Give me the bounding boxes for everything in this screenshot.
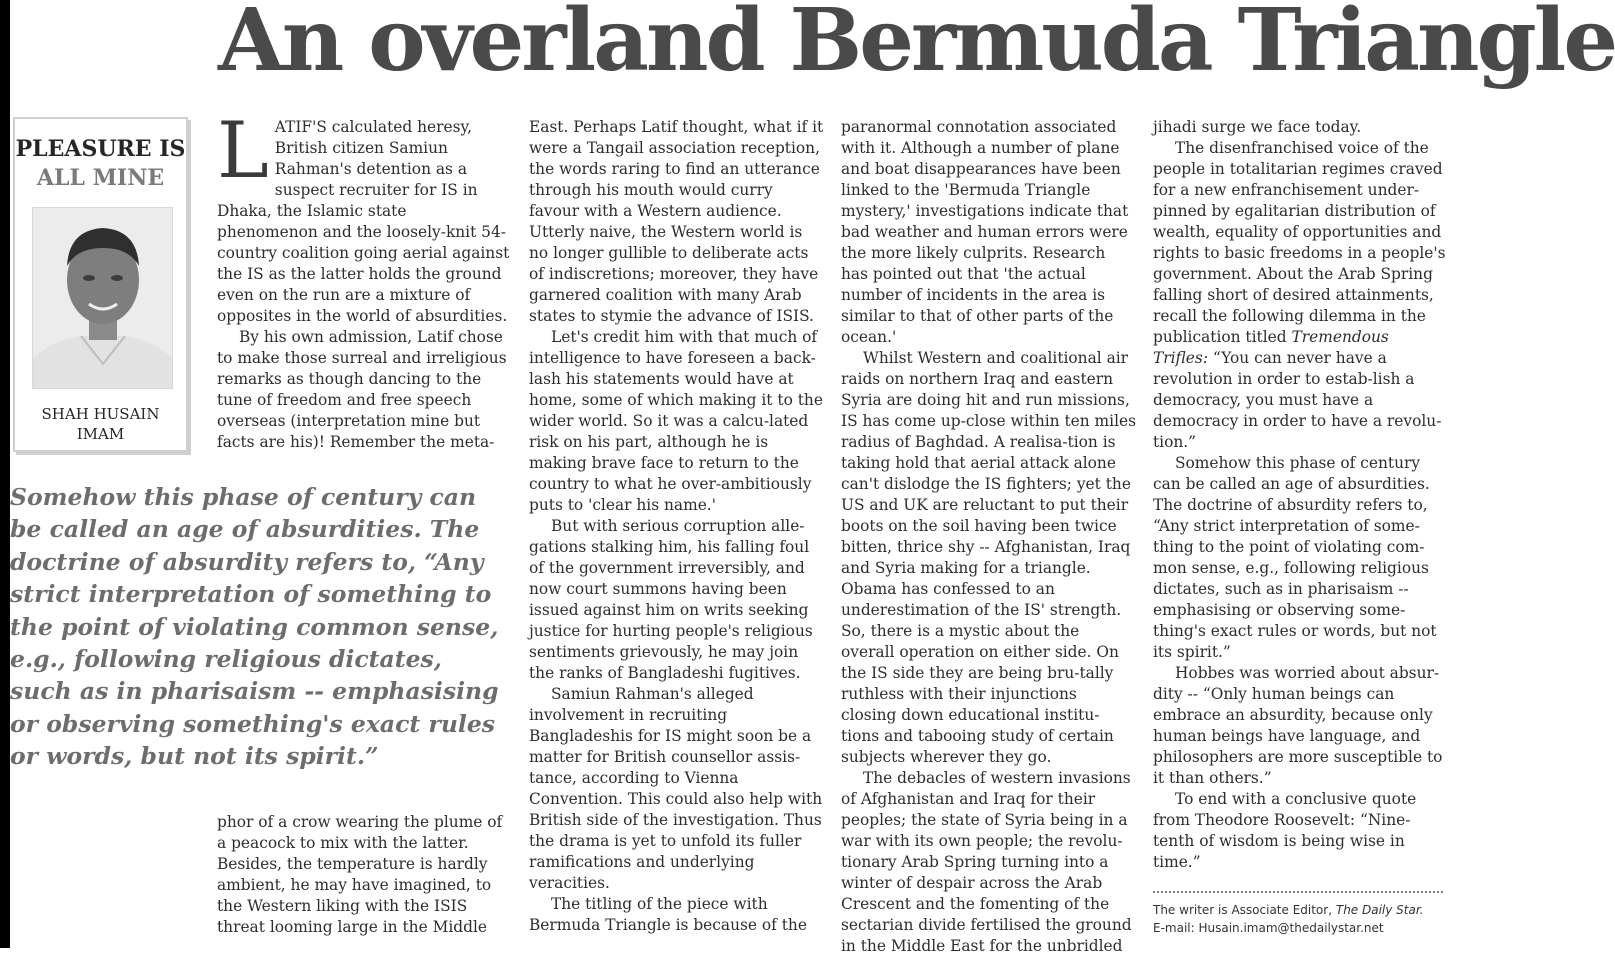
article-paragraph: Hobbes was worried about absur-dity -- “Only human beings can embrace an absurdity, because only human beings have language, and philosophers are more susceptible to it than others.”	[1153, 664, 1443, 787]
column-title-line1: PLEASURE IS	[15, 136, 186, 162]
article-paragraph: Samiun Rahman's alleged involvement in recruiting Bangladeshis for IS might soon be a matter for British counsellor assis-tance, according to Vienna Convention. This could also help with British side of the investigation. Thus the drama is yet to unfold its fuller ramifications and underlying veracities.	[529, 685, 823, 892]
column-byline-box	[13, 117, 188, 452]
article-column-4	[1153, 117, 1448, 873]
article-paragraph: Whilst Western and coalitional air raids on northern Iraq and eastern Syria are doing hit and run missions, IS has come up-close within ten miles radius of Baghdad. A realisa-tion is taking hold that aerial attack alone can't dislodge the IS fighters; yet the US and UK are reluctant to put their boots on the soil having been twice bitten, thrice shy -- Afghanistan, Iraq and Syria making for a triangle. Obama has confessed to an underestimation of the IS' strength. So, there is a mystic about the overall operation on either side. On the IS side they are being bru-tally ruthless with their injunctions closing down educational institu-tions and tabooing study of certain subjects wherever they go.	[841, 349, 1137, 766]
paragraph-text: “You can never have a revolution in order to estab-lish a democracy, you must have a democracy in order to have a revolu-tion.”	[1153, 349, 1442, 451]
left-edge-bar	[0, 0, 10, 948]
headline: An overland Bermuda Triangle	[218, 0, 1615, 91]
author-name-line1: SHAH HUSAIN	[41, 405, 160, 423]
article-paragraph: Let's credit him with that much of intelligence to have foreseen a back-lash his statements would have at home, some of which making it to the wider world. So it was a calcu-lated risk on his part, although he is making brave face to return to the country to what he over-ambitiously puts to 'clear his name.'	[529, 328, 823, 514]
newspaper-name: The Daily Star.	[1335, 903, 1424, 917]
column-title	[15, 135, 186, 193]
credits-line	[1153, 901, 1443, 919]
article-lead-text: ATIF'S calculated heresy, British citizen Samiun Rahman's detention as a suspect recruiter for IS in Dhaka, the Islamic state phenomenon and the loosely-knit 54-country coalition going aerial against the IS as the latter holds the ground even on the run are a mixture of opposites in the world of absurdities.	[217, 118, 510, 325]
article-column-1-top	[217, 106, 511, 453]
article-column-2	[529, 117, 825, 936]
credits-role: The writer is Associate Editor,	[1153, 903, 1333, 917]
pull-quote: Somehow this phase of century can be called an age of absurdities. The doctrine of absurdity refers to, “Any strict interpretation of something to the point of violating common sense, e.g., following religious dictates, such as in pharisaism -- emphasising or observing something's exact rules or words, but not its spirit.”	[10, 483, 499, 771]
publication-title: Tremendous Trifles:	[1153, 328, 1389, 367]
article-paragraph: Somehow this phase of century can be called an age of absurdities. The doctrine of absurdity refers to, “Any strict interpretation of some-thing to the point of violating com-mon sense, e.g., following religious dictates, such as in pharisaism -- emphasising or observing some-thing's exact rules or words, but not its spirit.”	[1153, 454, 1437, 661]
drop-cap: L	[217, 106, 269, 196]
article-paragraph	[217, 106, 511, 327]
article-paragraph	[1153, 138, 1448, 453]
author-name	[15, 404, 186, 444]
article-paragraph: East. Perhaps Latif thought, what if it were a Tangail association reception, the words raring to find an utterance through his mouth would curry favour with a Western audience. Utterly naive, the Western world is no longer gullible to deliberate acts of indiscretions; moreover, they have garnered coalition with many Arab states to stymie the advance of ISIS.	[529, 118, 824, 325]
author-photo	[32, 207, 173, 389]
author-email: E-mail: Husain.imam@thedailystar.net	[1153, 921, 1384, 935]
article-column-1-bottom	[217, 812, 511, 938]
article-paragraph: The titling of the piece with Bermuda Triangle is because of the	[529, 895, 807, 934]
article-paragraph: The debacles of western invasions of Afghanistan and Iraq for their peoples; the state of Syria being in a war with its own people; the revolu-tionary Arab Spring turning into a winter of despair across the Arab Crescent and the fomenting of the sectarian divide fertilised the ground in the Middle East for the unbridled	[841, 769, 1132, 955]
article-paragraph: paranormal connotation associated with it. Although a number of plane and boat disappearances have been linked to the 'Bermuda Triangle mystery,' investigations indicate that bad weather and human errors were the more likely culprits. Research has pointed out that 'the actual number of incidents in the area is similar to that of other parts of the ocean.'	[841, 118, 1129, 346]
article-paragraph: jihadi surge we face today.	[1153, 118, 1362, 136]
paragraph-text: The disenfranchised voice of the people in totalitarian regimes craved for a new enfranchisement under-pinned by egalitarian distribution of wealth, equality of opportunities and rights to basic freedoms in a people's government. About the Arab Spring falling short of desired attainments, recall the following dilemma in the publication titled	[1153, 139, 1446, 346]
author-name-line2: IMAM	[76, 425, 125, 443]
article-column-3	[841, 117, 1137, 957]
author-credits	[1153, 891, 1443, 937]
article-paragraph: To end with a conclusive quote from Theodore Roosevelt: “Nine-tenth of wisdom is being wise in time.”	[1153, 790, 1417, 871]
column-title-line2: ALL MINE	[36, 165, 165, 191]
article-paragraph: But with serious corruption alle-gations stalking him, his falling foul of the government irreversibly, and now court summons having been issued against him on writs seeking justice for hurting people's religious sentiments grievously, he may join the ranks of Bangladeshi fugitives.	[529, 517, 813, 682]
author-portrait-icon	[33, 208, 172, 388]
article-paragraph: phor of a crow wearing the plume of a peacock to mix with the latter. Besides, the temperature is hardly ambient, he may have imagined, to the Western liking with the ISIS threat looming large in the Middle	[217, 813, 503, 936]
article-paragraph: By his own admission, Latif chose to make those surreal and irreligious remarks as though dancing to the tune of freedom and free speech overseas (interpretation mine but facts are his)! Remember the meta-	[217, 328, 507, 451]
